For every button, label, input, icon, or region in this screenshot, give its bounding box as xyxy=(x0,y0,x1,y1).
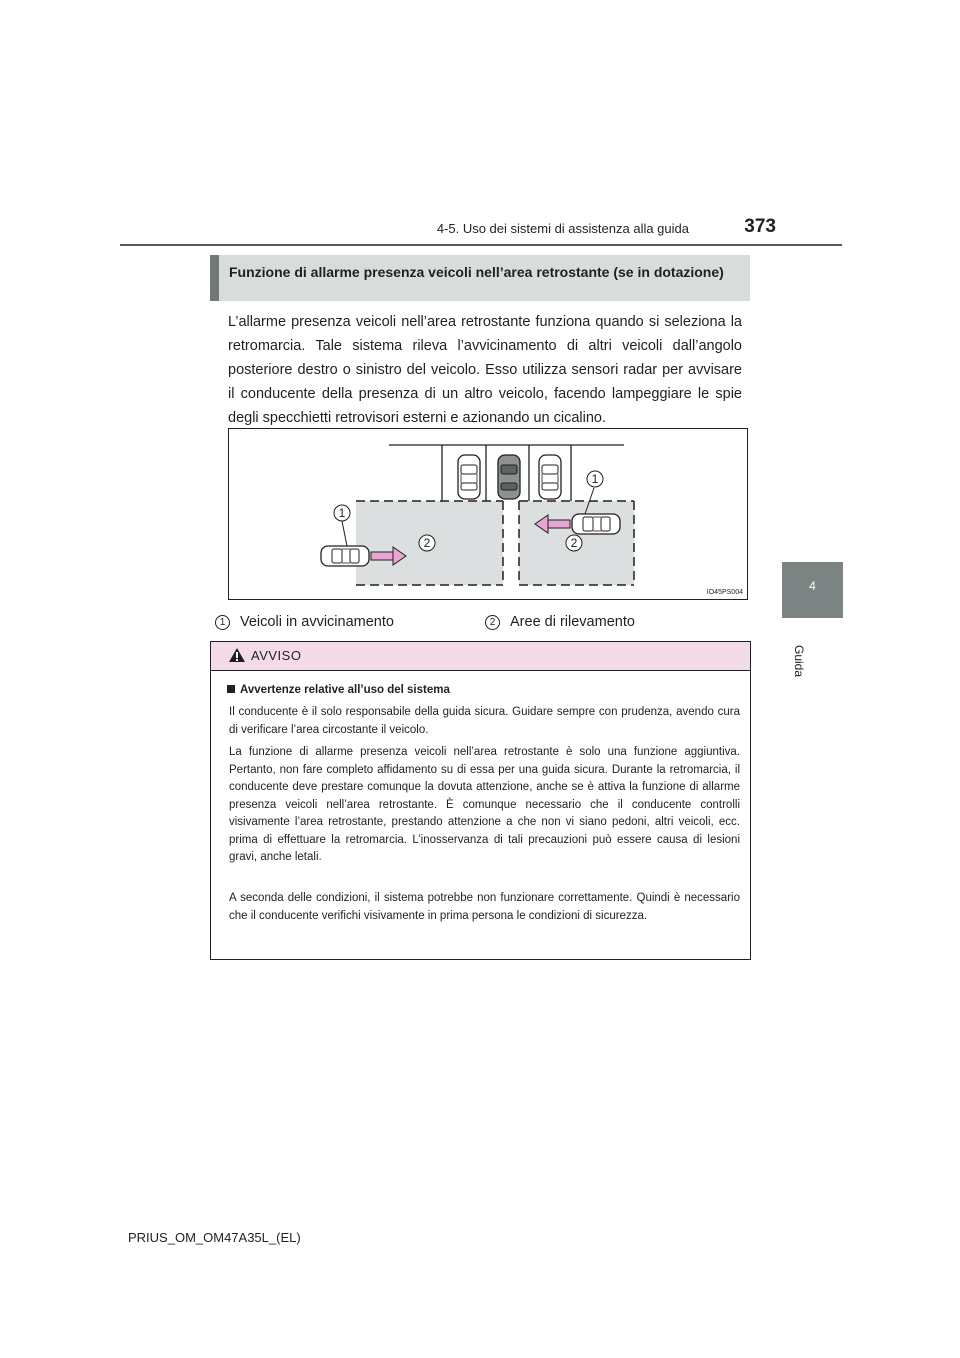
section-heading xyxy=(210,255,750,301)
legend-number: 1 xyxy=(215,615,230,630)
warning-paragraph: Il conducente è il solo responsabile della guida sicura. Guidare sempre con prudenza, avendo cura di verificare l’area circostante il veicolo. xyxy=(229,706,740,736)
legend-item-1 xyxy=(215,614,394,630)
parking-diagram xyxy=(229,429,749,601)
legend-item-2 xyxy=(485,614,635,630)
callout-1-right xyxy=(587,471,603,487)
callout-2-right xyxy=(566,535,582,551)
callout-number: 1 xyxy=(338,506,346,520)
chapter-label-vertical xyxy=(790,645,814,685)
chapter-label: Guida xyxy=(792,645,806,678)
section-heading-text: Funzione di allarme presenza veicoli nell’area retrostante (se in dotazione) xyxy=(229,264,724,280)
page-number: 373 xyxy=(744,216,776,237)
approaching-vehicle-left xyxy=(321,546,369,566)
document-code: PRIUS_OM_OM47A35L_(EL) xyxy=(128,1230,301,1245)
chapter-number: 4 xyxy=(809,579,816,593)
warning-subtitle-text: Avvertenze relative all’uso del sistema xyxy=(240,684,450,696)
callout-number: 1 xyxy=(591,472,599,486)
callout-number: 2 xyxy=(570,536,578,550)
parked-car xyxy=(458,455,480,499)
figure-code: IO45PS004 xyxy=(706,589,743,596)
header-divider xyxy=(120,244,842,246)
own-car-reversing xyxy=(498,455,520,499)
square-bullet-icon xyxy=(227,685,235,693)
legend-label: Veicoli in avvicinamento xyxy=(240,614,394,630)
callout-number: 2 xyxy=(423,536,431,550)
warning-paragraph: La funzione di allarme presenza veicoli nell’area retrostante è solo una funzione aggiuntiva. Pertanto, non fare completo affidamento su di essa per una guida sicura. Durante la retromarcia, il conducente deve prestare comunque la dovuta attenzione, anche se è attiva la funzione di allarme presenza veicoli nell’area retrostante. È comunque necessario che il conducente controlli visivamente l’area retrostante, prestando attenzione a che non vi siano pedoni, altri veicoli, ecc. prima di effettuare la retromarcia. L’inosservanza di tali precauzioni può essere causa di lesioni gravi, anche letali. xyxy=(229,746,740,863)
warning-triangle-icon xyxy=(228,647,246,663)
approaching-vehicle-right xyxy=(572,514,620,534)
parking-illustration xyxy=(228,428,748,600)
callout-2-left xyxy=(419,535,435,551)
parked-car xyxy=(539,455,561,499)
warning-title: AVVISO xyxy=(251,648,302,663)
section-label: 4-5. Uso dei sistemi di assistenza alla guida xyxy=(436,221,689,236)
intro-paragraph: L’allarme presenza veicoli nell’area retrostante funziona quando si seleziona la retromarcia. Tale sistema rileva l’avvicinamento di altri veicoli dall’angolo posteriore destro o sinistro del veicolo. Esso utilizza sensori radar per avvisare il conducente della presenza di un altro veicolo, facendo lampeggiare le spie degli specchietti retrovisori esterni e azionando un cicalino. xyxy=(228,314,742,426)
warning-subtitle xyxy=(227,684,450,696)
chapter-tab xyxy=(782,562,843,618)
callout-1-left xyxy=(334,505,350,521)
warning-header xyxy=(211,642,750,671)
legend-number: 2 xyxy=(485,615,500,630)
warning-paragraph: A seconda delle condizioni, il sistema potrebbe non funzionare correttamente. Quindi è necessario che il conducente verifichi visivamente in prima persona le condizioni di sicurezza. xyxy=(229,892,740,922)
warning-box xyxy=(210,641,751,960)
callout-leader xyxy=(342,521,347,546)
legend-label: Aree di rilevamento xyxy=(510,614,635,630)
